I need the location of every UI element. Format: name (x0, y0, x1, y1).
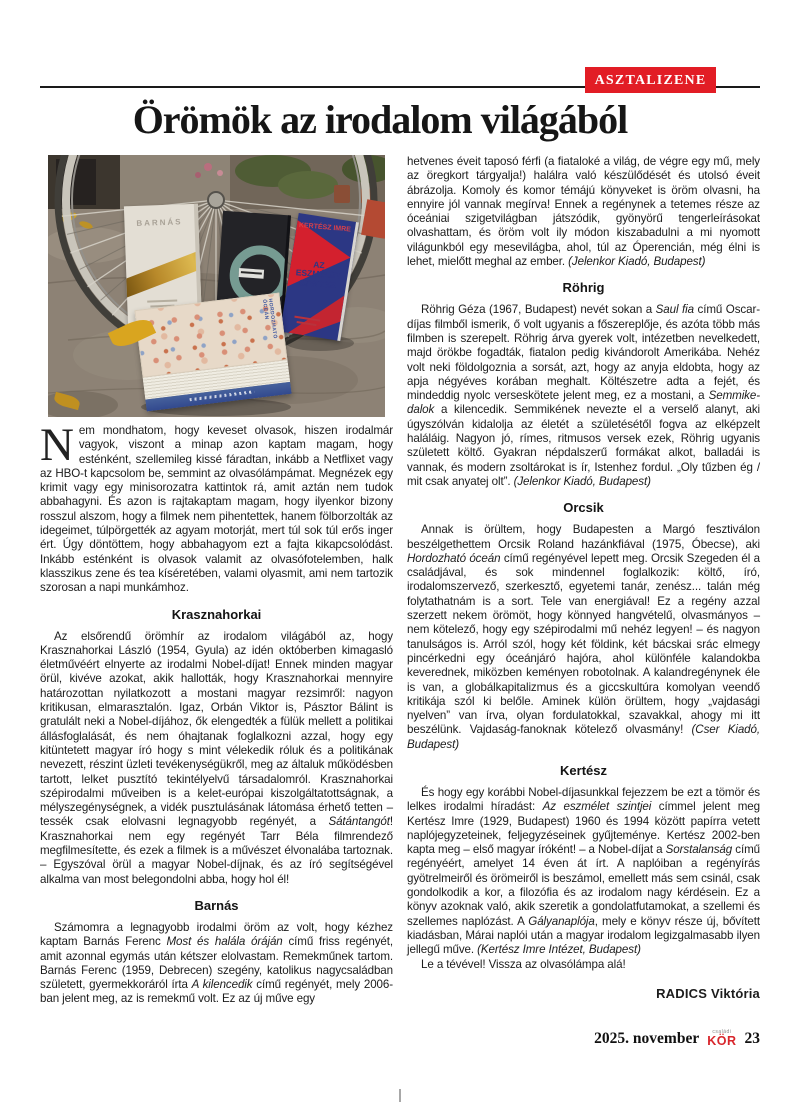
text-segment: Röhrig Géza (1967, Budapest) nevét sokan a (421, 303, 656, 317)
section-badge: ASZTALIZENE (585, 67, 716, 93)
book-barnas-title: BARNÁS (136, 217, 183, 228)
magazine-logo-main: KÖR (707, 1034, 737, 1049)
paragraph (40, 419, 393, 596)
magazine-logo-small: családi (712, 1029, 732, 1036)
text-segment: Hordozható óceán (407, 551, 501, 565)
text-segment: című regényéért, amelyet 14 éven át írt. A naplóiban a regényírás gyötrelmeiről és örömeiről is beszámol, emellett más sem csinál, csak gondolkodik a kor, a filozófia és az irodalom nagy kérdésein. Ez a könyv azoknak való, akik szeretik a gondolatfutamokat, a szellemi és szellemes naplózást. A (407, 843, 760, 928)
text-segment: (Cser Kiadó, Budapest) (407, 723, 760, 751)
author-byline: RADICS Viktória (656, 985, 760, 1001)
text-segment: című regényével lepett meg. Orcsik Szegeden él a családjával, és sok mindennel foglalkozik: költő, író, irodalomszervező, szerkesztő, egyetemi tanár, zenész... talán még folytathatnám is a sort. Tele van energiával! Ez a regény azzal szerzett nekem örömöt, hogy könnyed hangvételű, olvasmányos – nem kötelező, hogy egy szépirodalmi mű nehéz legyen! – és nagyon tanulságos is. Arról szól, hogy két földink, két bácskai srác elmegy pincérkedni egy óceánjáró hajóra, ahol különféle kalandokba keverednek, miközben keményen robotolnak. A kalandregénynek éle is van, a globálkapitalizmus és a giccskultúra komolyan veendő kritikája szól ki belőle. Aminek külön örültem, hogy „vajdasági nyelven” van írva, olyan fordulatokkal, szavakkal, ahogy mi itt beszélünk. Vajdaság-fanoknak kötelező olvasmány! (407, 551, 760, 737)
paragraph (40, 630, 393, 887)
text-segment: Sátántangót (328, 815, 390, 829)
dropcap: N (40, 419, 74, 471)
section-heading: Barnás (194, 897, 239, 913)
text-segment: Számomra a legnagyobb irodalmi öröm az volt, hogy kézhez kaptam Barnás Ferenc (40, 920, 393, 949)
section-heading: Kertész (560, 762, 607, 778)
book-kertesz-author: KERTÉSZ IMRE (298, 221, 351, 234)
text-segment: em mondhatom, hogy keveset olvasok, hiszen irodalmár vagyok, viszont a minap azon kaptam magam, hogy esténként, szellemileg kissé fáradtan, inkább a Netflixet vagy az HBO-t kapcsolom be, semmint az olvasólámpámat. Megnézek egy krimit vagy egy minisorozatra kattintok rá, amit aztán nem tudok abbahagyni. És azon is rajtakaptam magam, hogy ilyenkor bizony rosszul alszom, hogy a filmek nem pihentettek, hanem fölborzolták az idegeimet, túlpörgették az agyam motorját, mert túl sok túl erős inger ért. Úgy döntöttem, hogy abbahagyom ezt a fajta kikapcsolódást. Inkább esténként is olvasok valamit az olvasófotelemben, halk klasszikus zene és tea kíséretében, valami olyasmit, ami nem tartozik szorosan a napi munkámhoz. (40, 424, 393, 595)
left-column-text (40, 419, 394, 1007)
text-segment: a kilencedik. Semmikének nevezte el a verselő alanyt, aki úgyszólván kidalolja az életét a születésétől fogva az elképzelt haláláig. Nagyon jó, rímes, ritmusos versek ezek, Röhrig ugyanis született költő. Gyakran népdalszerű formákat alkot, balladái is vannak, és modern zsoltárokat is ír, Istenhez fordul. „Oly tűzben ég / mit csak anyatej olt”. (407, 403, 760, 488)
text-segment: Annak is örültem, hogy Budapesten a Margó fesztiválon beszélgethettem Orcsik Roland hazánkfiával (1975, Óbecse), aki (407, 523, 760, 551)
paragraph (40, 921, 393, 1007)
text-segment: Saul fia (655, 303, 694, 317)
text-segment: , mely e könyv része új, bővített kiadásban, Márai naplói után a magyar irodalom legizgalmasabb ilyen jellegű műve. (407, 914, 760, 957)
right-column (407, 155, 760, 1007)
section-heading: Orcsik (563, 500, 604, 516)
right-column-text (407, 155, 760, 972)
text-segment: (Jelenkor Kiadó, Budapest) (568, 255, 706, 269)
article-columns (40, 155, 760, 1007)
cover-line (147, 300, 177, 303)
text-segment: És hogy egy korábbi Nobel-díjasunkkal fejezzem be ezt a tömör és lelkes irodalmi híradást: (407, 785, 760, 814)
text-segment: Le a tévével! Vissza az olvasólámpa alá! (421, 957, 626, 971)
text-segment: hetvenes éveit taposó férfi (a fiataloké a világ, de végre egy mű, mely az öregkort tárgyalja!) halálra való készülődését és utolsó éveit ábrázolja. Komoly és komor témájú könyveket is öröm olvasni, ha ennyire jól vannak megírva! Ennek a regénynek a tetemes része az óceániai szigetvilágban játszódik, gyönyörű tengerleírásokat olvashattam, és öröm volt ily módon kiszabadulni a mi nyomott világunkból egy mesevilágba, ahol, túl az Óperencián, még élni is lehet, mielőtt meghal az ember. (407, 155, 760, 269)
fold-mark (399, 1089, 401, 1102)
paragraph (407, 523, 760, 752)
text-segment: Most és halála óráján (166, 935, 283, 949)
section-heading: Röhrig (562, 280, 605, 296)
magazine-logo (707, 1030, 736, 1048)
paragraph (407, 303, 760, 489)
page-number: 23 (744, 1030, 760, 1047)
section-heading: Krasznahorkai (171, 606, 262, 622)
left-column (40, 155, 393, 1007)
issue-date: 2025. november (594, 1030, 700, 1047)
book-orcsik-title: HORDOZHATÓ ÓCEÁN (260, 298, 278, 340)
text-segment: című friss regényét, amit azonnal egymás után kétszer elolvastam. Remekműnek tartom. Barnás Ferenc (1959, Debrecen) szegény, katolikus nagycsaládban született, gyermekkoráról írta (40, 935, 393, 992)
book-kertesz-title: AZ ESZMÉLET SZINTJEI (295, 259, 342, 290)
gold-band (124, 249, 202, 299)
paragraph (407, 155, 760, 269)
paragraph (407, 958, 760, 972)
text-segment: Sorstalanság (665, 843, 733, 857)
text-segment: A kilencedik (191, 978, 253, 992)
page-title: Örömök az irodalom világából (132, 97, 628, 142)
text-segment: Az eszmélet szintjei (542, 800, 652, 814)
text-segment: (Kertész Imre Intézet, Budapest) (477, 943, 641, 957)
text-segment: Az elsőrendű örömhír az irodalom világából az, hogy Krasznahorkai László (1954, Gyula) az idén októberben kimagasló életművéért elnyerte az irodalmi Nobel-díjat! Ennek minden magyar örül, kivéve azokat, akik hallották, hogy Krasznahorkai mennyire határozottan nyilatkozott a mostani magyar rezsimről: nagyon kritikusan, elmarasztalón. Igaz, Orbán Viktor is, Pásztor Bálint is gratulált neki a Nobel-díjához, ők elengedték a fülük mellett a politikai állásfoglalását, és nem óhajtanak foglalkozni azzal, hogy egy kitüntetett magyar író hogy s mint vélekedik róluk és a politikának nevezett, részint üzleti tevékenységükről, meg az általuk működésben tartott, lelket pusztító tekintélyelvű társadalomról. Krasznahorkai szépirodalmi műveiben is a kelet-európai kiszolgáltatottságnak, a mélyszegénységnek, a vidék pusztulásának látomása érhető tetten – tessék csak elolvasni legnagyobb regényét, a (40, 629, 393, 829)
text-segment: Gályanaplója (528, 914, 595, 928)
text-segment: című regényét, mely 2006-ban jelent meg, az is remekmű volt. Ez az új műve egy (40, 978, 394, 1006)
book-label (239, 268, 265, 279)
page-footer (594, 1030, 760, 1048)
paragraph (407, 786, 760, 958)
text-segment: címmel jelent meg Kertész Imre (1929, Budapest) 1960 és 1994 között papírra vetett naplójegyzeteinek, feljegyzéseinek gyűjteménye. Kertész 2002-ben kapta meg – első magyar íróként! – a Nobel-díjat a (407, 800, 760, 857)
text-segment: Semmike-dalok (407, 389, 760, 417)
books-photo (48, 155, 385, 417)
text-segment: (Jelenkor Kiadó, Budapest) (513, 474, 651, 488)
text-segment: ! Krasznahorkai nem egy regényét Tarr Béla filmrendező megfilmesítette, és ezek a filmek is a művészet élvonalába tartoznak. – Egyszóval örül a magyar Nobel-díjnak, és az író segítségével alkalma van most belegondolni abba, hogy hol él! (40, 815, 393, 886)
book-orcsik (134, 292, 291, 411)
text-segment: című Oscar-díjas filmből ismerik, ő volt ugyanis a főszereplője, és azóta több más filmben is szerepelt. Röhrig árva gyerek volt, intézetben nevelkedett, majd örökbe fogadták, fiatalon pedig kivándorolt Amerikába. Nehéz volt neki földolgoznia a sorsát, azt, hogy az anyja eldobta, hogy az apja négyéves korában meghalt. Költészetre adta a fejét, és mindeddig nyolc verseskötete jelent meg, ez a mostani, a (407, 303, 760, 403)
